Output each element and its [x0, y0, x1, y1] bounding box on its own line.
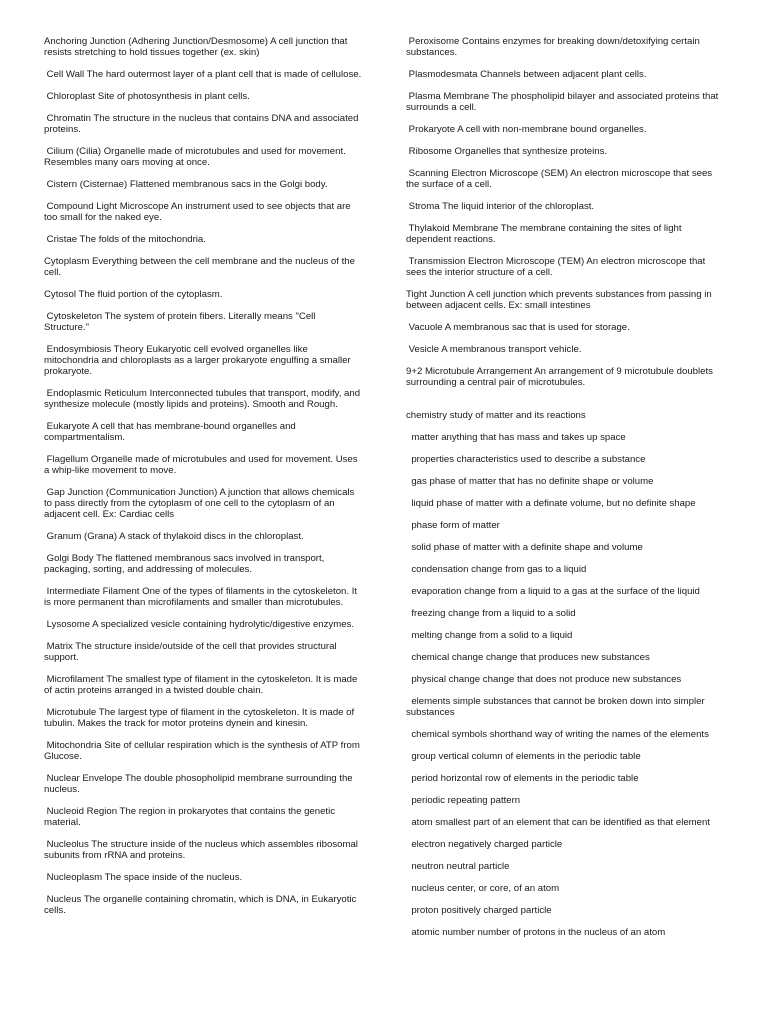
glossary-entry: Flagellum Organelle made of microtubules and used for movement. Uses a whip-like movement to move. — [44, 454, 361, 476]
glossary-entry: Gap Junction (Communication Junction) A junction that allows chemicals to pass directly from the cytoplasm of one cell to the cytoplasm of an adjacent cell. Ex: Cardiac cells — [44, 487, 358, 520]
glossary-entry: proton positively charged particle — [406, 905, 552, 916]
glossary-entry: Lysosome A specialized vesicle containing hydrolytic/digestive enzymes. — [44, 619, 355, 630]
glossary-entry: Nucleoplasm The space inside of the nucleus. — [44, 872, 243, 883]
glossary-entry: Thylakoid Membrane The membrane containing the sites of light dependent reactions. — [406, 223, 685, 245]
glossary-entry: neutron neutral particle — [406, 861, 510, 872]
glossary-entry: group vertical column of elements in the periodic table — [406, 751, 641, 762]
glossary-entry: Tight Junction A cell junction which prevents substances from passing in between adjacent cells. Ex: small intestines — [406, 289, 715, 311]
glossary-entry: Stroma The liquid interior of the chloroplast. — [406, 201, 595, 212]
glossary-entry: Ribosome Organelles that synthesize proteins. — [406, 146, 608, 157]
glossary-entry: Nucleus The organelle containing chromatin, which is DNA, in Eukaryotic cells. — [44, 894, 359, 916]
glossary-entry: Scanning Electron Microscope (SEM) An electron microscope that sees the surface of a cell. — [406, 168, 715, 190]
glossary-entry: matter anything that has mass and takes up space — [406, 432, 626, 443]
glossary-entry: Plasmodesmata Channels between adjacent plant cells. — [406, 69, 647, 80]
glossary-entry: chemistry study of matter and its reactions — [406, 410, 586, 421]
glossary-entry: Matrix The structure inside/outside of the cell that provides structural support. — [44, 641, 340, 663]
glossary-entry: Anchoring Junction (Adhering Junction/Desmosome) A cell junction that resists stretching to hold tissues together (ex. skin) — [44, 36, 351, 58]
glossary-entry: Prokaryote A cell with non-membrane bound organelles. — [406, 124, 647, 135]
glossary-entry: Intermediate Filament One of the types of filaments in the cytoskeleton. It is more permanent than microfilaments and smaller than microtubules. — [44, 586, 360, 608]
glossary-entry: melting change from a solid to a liquid — [406, 630, 573, 641]
glossary-entry: Vesicle A membranous transport vehicle. — [406, 344, 582, 355]
glossary-entry: phase form of matter — [406, 520, 500, 531]
glossary-entry: liquid phase of matter with a definate volume, but no definite shape — [406, 498, 696, 509]
glossary-entry: Endosymbiosis Theory Eukaryotic cell evolved organelles like mitochondria and chloroplasts as a larger prokaryote engulfing a smaller prokaryote. — [44, 344, 354, 377]
glossary-entry: elements simple substances that cannot be broken down into simpler substances — [406, 696, 708, 718]
glossary-entry: Eukaryote A cell that has membrane-bound organelles and compartmentalism. — [44, 421, 299, 443]
glossary-entry: Cistern (Cisternae) Flattened membranous sacs in the Golgi body. — [44, 179, 328, 190]
glossary-entry: solid phase of matter with a definite shape and volume — [406, 542, 643, 553]
glossary-entry: condensation change from gas to a liquid — [406, 564, 587, 575]
glossary-entry: Compound Light Microscope An instrument used to see objects that are too small for the naked eye. — [44, 201, 354, 223]
glossary-entry: Plasma Membrane The phospholipid bilayer and associated proteins that surrounds a cell. — [406, 91, 722, 113]
glossary-entry: Chromatin The structure in the nucleus that contains DNA and associated proteins. — [44, 113, 362, 135]
glossary-entry: Cristae The folds of the mitochondria. — [44, 234, 206, 245]
glossary-entry: atomic number number of protons in the nucleus of an atom — [406, 927, 666, 938]
glossary-entry: physical change change that does not produce new substances — [406, 674, 682, 685]
glossary-entry: electron negatively charged particle — [406, 839, 563, 850]
glossary-entry: Cell Wall The hard outermost layer of a plant cell that is made of cellulose. — [44, 69, 362, 80]
glossary-entry: Nucleoid Region The region in prokaryotes that contains the genetic material. — [44, 806, 338, 828]
glossary-entry: Transmission Electron Microscope (TEM) An electron microscope that sees the interior structure of a cell. — [406, 256, 708, 278]
glossary-entry: Mitochondria Site of cellular respiration which is the synthesis of ATP from Glucose. — [44, 740, 363, 762]
glossary-entry: Vacuole A membranous sac that is used for storage. — [406, 322, 630, 333]
left-column — [44, 36, 362, 927]
glossary-entry: chemical symbols shorthand way of writing the names of the elements — [406, 729, 709, 740]
glossary-entry: periodic repeating pattern — [406, 795, 521, 806]
glossary-entry: Golgi Body The flattened membranous sacs involved in transport, packaging, sorting, and addressing of molecules. — [44, 553, 328, 575]
glossary-entry: Cytoskeleton The system of protein fibers. Literally means "Cell Structure." — [44, 311, 319, 333]
glossary-entry: Cilium (Cilia) Organelle made of microtubules and used for movement. Resembles many oars moving at once. — [44, 146, 349, 168]
glossary-entry: Endoplasmic Reticulum Interconnected tubules that transport, modify, and synthesize molecule (mostly lipids and proteins). Smooth and Rough. — [44, 388, 363, 410]
glossary-entry: Nuclear Envelope The double phosopholipid membrane surrounding the nucleus. — [44, 773, 356, 795]
glossary-entry: evaporation change from a liquid to a gas at the surface of the liquid — [406, 586, 700, 597]
glossary-entry: atom smallest part of an element that can be identified as that element — [406, 817, 710, 828]
glossary-entry: Microtubule The largest type of filament in the cytoskeleton. It is made of tubulin. Makes the track for motor proteins dynein and kinesin. — [44, 707, 357, 729]
glossary-entry: period horizontal row of elements in the periodic table — [406, 773, 639, 784]
glossary-entry: Cytosol The fluid portion of the cytoplasm. — [44, 289, 223, 300]
glossary-entry: chemical change change that produces new substances — [406, 652, 650, 663]
glossary-entry: 9+2 Microtubule Arrangement An arrangement of 9 microtubule doublets surrounding a central pair of microtubules. — [406, 366, 716, 388]
glossary-entry: Cytoplasm Everything between the cell membrane and the nucleus of the cell. — [44, 256, 358, 278]
glossary-entry: gas phase of matter that has no definite shape or volume — [406, 476, 654, 487]
glossary-entry: properties characteristics used to describe a substance — [406, 454, 646, 465]
glossary-entry: freezing change from a liquid to a solid — [406, 608, 576, 619]
glossary-entry: Nucleolus The structure inside of the nucleus which assembles ribosomal subunits from rRNA and proteins. — [44, 839, 361, 861]
glossary-entry: nucleus center, or core, of an atom — [406, 883, 560, 894]
glossary-entry: Microfilament The smallest type of filament in the cytoskeleton. It is made of actin proteins arranged in a twisted double chain. — [44, 674, 361, 696]
glossary-entry: Granum (Grana) A stack of thylakoid discs in the chloroplast. — [44, 531, 304, 542]
right-column — [406, 36, 724, 949]
glossary-entry: Chloroplast Site of photosynthesis in plant cells. — [44, 91, 250, 102]
glossary-entry: Peroxisome Contains enzymes for breaking down/detoxifying certain substances. — [406, 36, 703, 58]
